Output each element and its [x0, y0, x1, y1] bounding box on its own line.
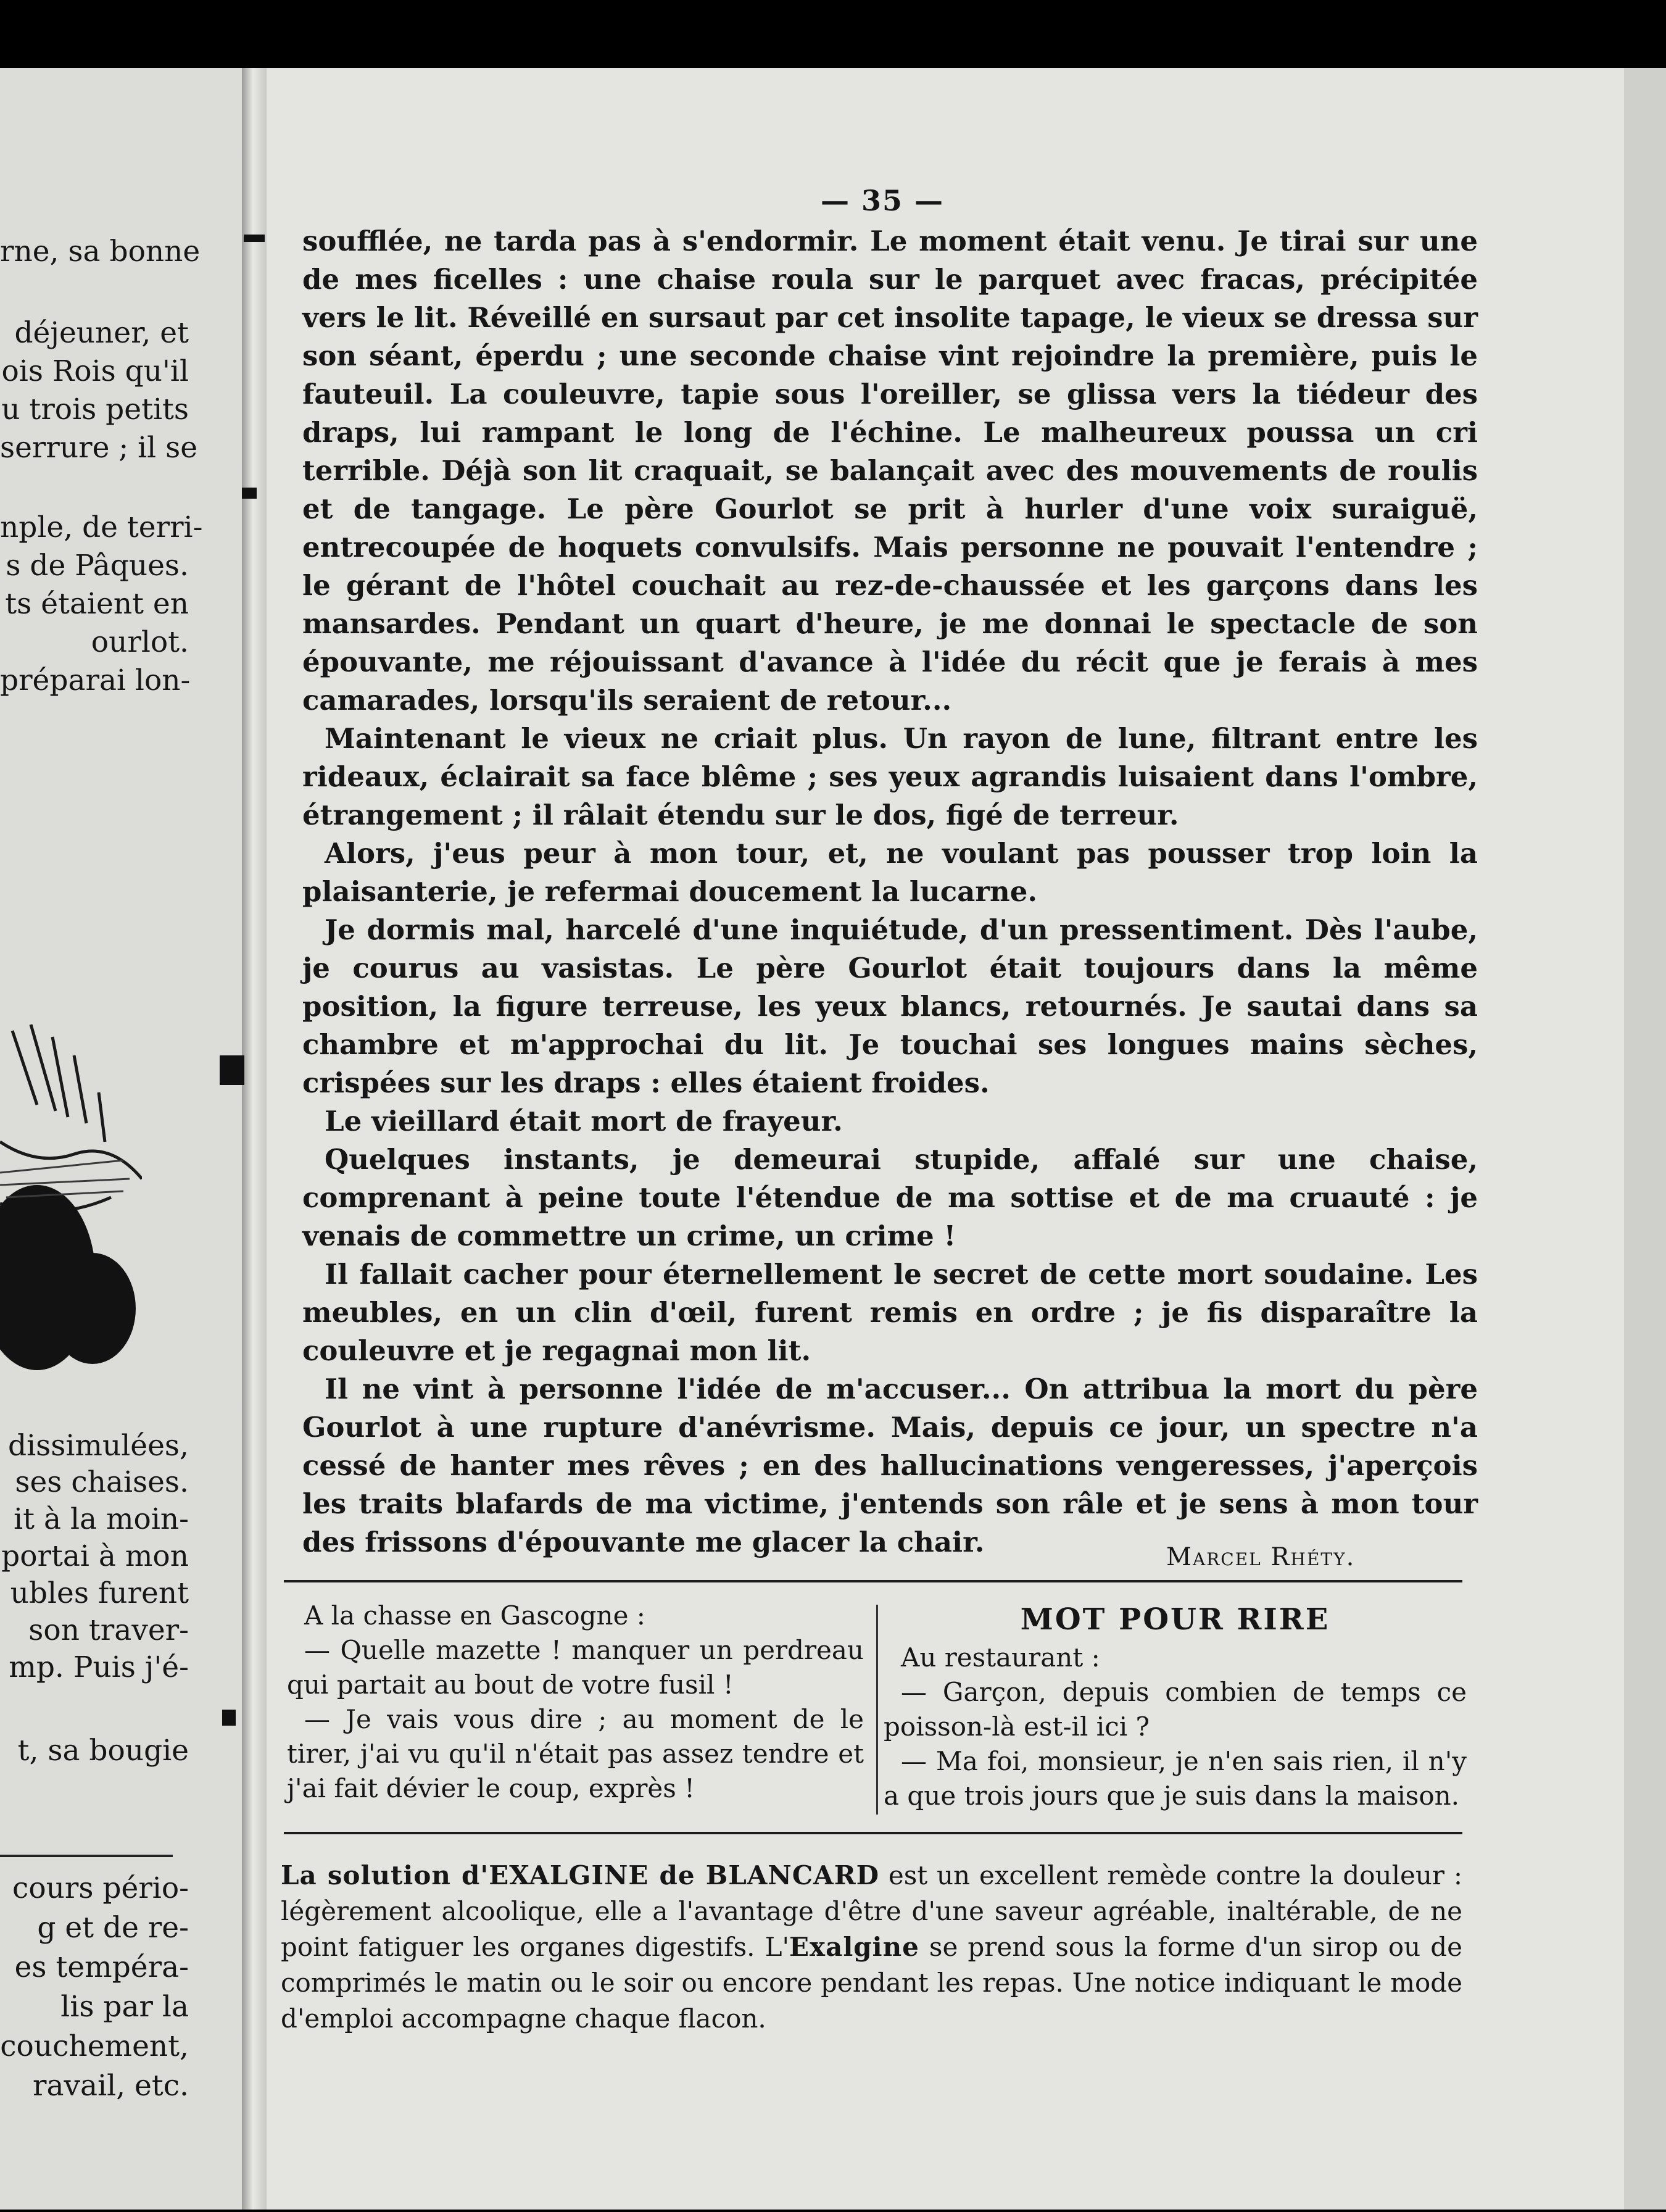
- left-line: ubles furent: [10, 1576, 189, 1610]
- joke-line: — Je vais vous dire ; au moment de le tirer, j'ai vu qu'il n'était pas assez tendre et j'ai fait dévier le coup, exprès !: [287, 1704, 864, 1803]
- article-paragraph: soufflée, ne tarda pas à s'endormir. Le moment était venu. Je tirai sur une de mes ficelles : une chaise roula sur le parquet avec fracas, précipitée vers le lit. Réveillé en sursaut par cet insolite tapage, le vieux se dressa sur son séant, éperdu ; une seconde chaise vint rejoindre la première, puis le fauteuil. La couleuvre, tapie sous l'oreiller, se glissa vers la tiédeur des draps, lui rampant le long de l'échine. Le malheureux poussa un cri terrible. Déjà son lit craquait, se balançait avec des mouvements de roulis et de tangage. Le père Gourlot se prit à hurler d'une voix suraiguë, entrecoupée de hoquets convulsifs. Mais personne ne pouvait l'entendre ; le gérant de l'hôtel couchait au rez-de-chaussée et les garçons dans les mansardes. Pendant un quart d'heure, je me donnai le spectacle de son épouvante, me réjouissant d'avance à l'idée du récit que je ferais à mes camarades, lorsqu'ils seraient de retour...: [302, 225, 1478, 717]
- left-line: cours pério-: [12, 1871, 189, 1905]
- joke-left-column: [287, 1599, 864, 1806]
- ad-lead: La solution d'EXALGINE de BLANCARD: [281, 1860, 880, 1890]
- section-divider-bottom: [284, 1832, 1462, 1834]
- joke-line: Au restaurant :: [901, 1642, 1100, 1673]
- left-line: portai à mon: [1, 1539, 189, 1573]
- left-line: t, sa bougie: [17, 1734, 189, 1768]
- author-signature: Marcel Rhéty.: [1166, 1543, 1356, 1571]
- left-line: son traver-: [28, 1613, 189, 1647]
- left-line: ois Rois qu'il: [1, 354, 189, 388]
- right-page-edge: [1624, 68, 1666, 2210]
- left-line: préparai lon-: [0, 663, 191, 697]
- left-line: déjeuner, et: [14, 316, 189, 350]
- left-line: dissimulées,: [8, 1429, 189, 1463]
- article-paragraph: Je dormis mal, harcelé d'une inquiétude, d'un pressentiment. Dès l'aube, je courus au vasistas. Le père Gourlot était toujours dans la même position, la figure terreuse, les yeux blancs, retournés. Je sautai dans sa chambre et m'approchai du lit. Je touchai ses longues mains sèches, crispées sur les draps : elles étaient froides.: [302, 913, 1478, 1099]
- binding-mark: [220, 1055, 244, 1085]
- article-body: [302, 222, 1478, 1561]
- joke-line: — Ma foi, monsieur, je n'en sais rien, il n'y a que trois jours que je suis dans la maison.: [884, 1746, 1467, 1811]
- left-line: g et de re-: [37, 1911, 189, 1945]
- binding-mark: [242, 488, 257, 499]
- engraving-illustration-fragment: [0, 1018, 142, 1413]
- left-line: lis par la: [60, 1990, 189, 2024]
- article-paragraph: Maintenant le vieux ne criait plus. Un rayon de lune, filtrant entre les rideaux, éclairait sa face blême ; ses yeux agrandis luisaient dans l'ombre, étrangement ; il râlait étendu sur le dos, figé de terreur.: [302, 722, 1478, 831]
- binding-mark: [222, 1710, 236, 1726]
- section-divider-top: [284, 1580, 1462, 1582]
- column-divider: [876, 1605, 878, 1815]
- left-line: serrure ; il se: [0, 431, 198, 465]
- binding-mark: [244, 235, 265, 242]
- left-line: s de Pâques.: [6, 549, 189, 583]
- left-line: it à la moin-: [14, 1502, 189, 1536]
- left-line: rne, sa bonne: [0, 235, 201, 268]
- left-line: ts étaient en: [5, 587, 189, 621]
- left-line: mp. Puis j'é-: [9, 1650, 189, 1684]
- joke-title: MOT POUR RIRE: [1020, 1602, 1330, 1637]
- article-paragraph: Alors, j'eus peur à mon tour, et, ne voulant pas pousser trop loin la plaisanterie, je refermai doucement la lucarne.: [302, 837, 1478, 908]
- left-divider-rule: [0, 1855, 173, 1857]
- article-paragraph: Le vieillard était mort de frayeur.: [325, 1105, 843, 1137]
- advertisement: [281, 1858, 1462, 2037]
- article-paragraph: Il ne vint à personne l'idée de m'accuser... On attribua la mort du père Gourlot à une rupture d'anévrisme. Mais, depuis ce jour, un spectre n'a cessé de hanter mes rêves ; en des hallucinations vengeresses, j'aperçois les traits blafards de ma victime, j'entends son râle et je sens à mon tour des frissons d'épouvante me glacer la chair.: [302, 1373, 1478, 1558]
- ad-brand: Exalgine: [789, 1932, 919, 1962]
- joke-right-column: [884, 1602, 1467, 1813]
- article-paragraph: Il fallait cacher pour éternellement le secret de cette mort soudaine. Les meubles, en un clin d'œil, furent remis en ordre ; je fis disparaître la couleuvre et je regagnai mon lit.: [302, 1258, 1478, 1367]
- left-line: couchement,: [0, 2029, 189, 2063]
- left-page-fragment: [0, 68, 242, 2210]
- left-line: es tempéra-: [14, 1950, 189, 1984]
- left-line: nple, de terri-: [0, 510, 203, 544]
- joke-line: — Garçon, depuis combien de temps ce poisson-là est-il ici ?: [884, 1677, 1467, 1742]
- joke-line: — Quelle mazette ! manquer un perdreau qui partait au bout de votre fusil !: [287, 1635, 864, 1700]
- left-line: ravail, etc.: [33, 2069, 189, 2103]
- joke-line: A la chasse en Gascogne :: [304, 1600, 645, 1631]
- ad-text: se prend sous la forme d'un sirop ou de comprimés le matin ou le soir ou encore pendant les repas. Une notice indiquant le mode d'emploi accompagne chaque flacon.: [281, 1932, 1462, 2034]
- left-line: u trois petits: [1, 393, 189, 426]
- page-number: — 35 —: [821, 184, 945, 217]
- ad-text: est un excellent remède contre la douleur : légèrement alcoolique, elle a l'avantage d'être d'une saveur agréable, inaltérable, de ne point fatiguer les organes digestifs. L': [281, 1860, 1462, 1962]
- left-line: ses chaises.: [15, 1465, 189, 1499]
- article-paragraph: Quelques instants, je demeurai stupide, affalé sur une chaise, comprenant à peine toute l'étendue de ma sottise et de ma cruauté : je venais de commettre un crime, un crime !: [302, 1143, 1478, 1252]
- left-line: ourlot.: [91, 625, 189, 659]
- page-gutter: [242, 68, 267, 2210]
